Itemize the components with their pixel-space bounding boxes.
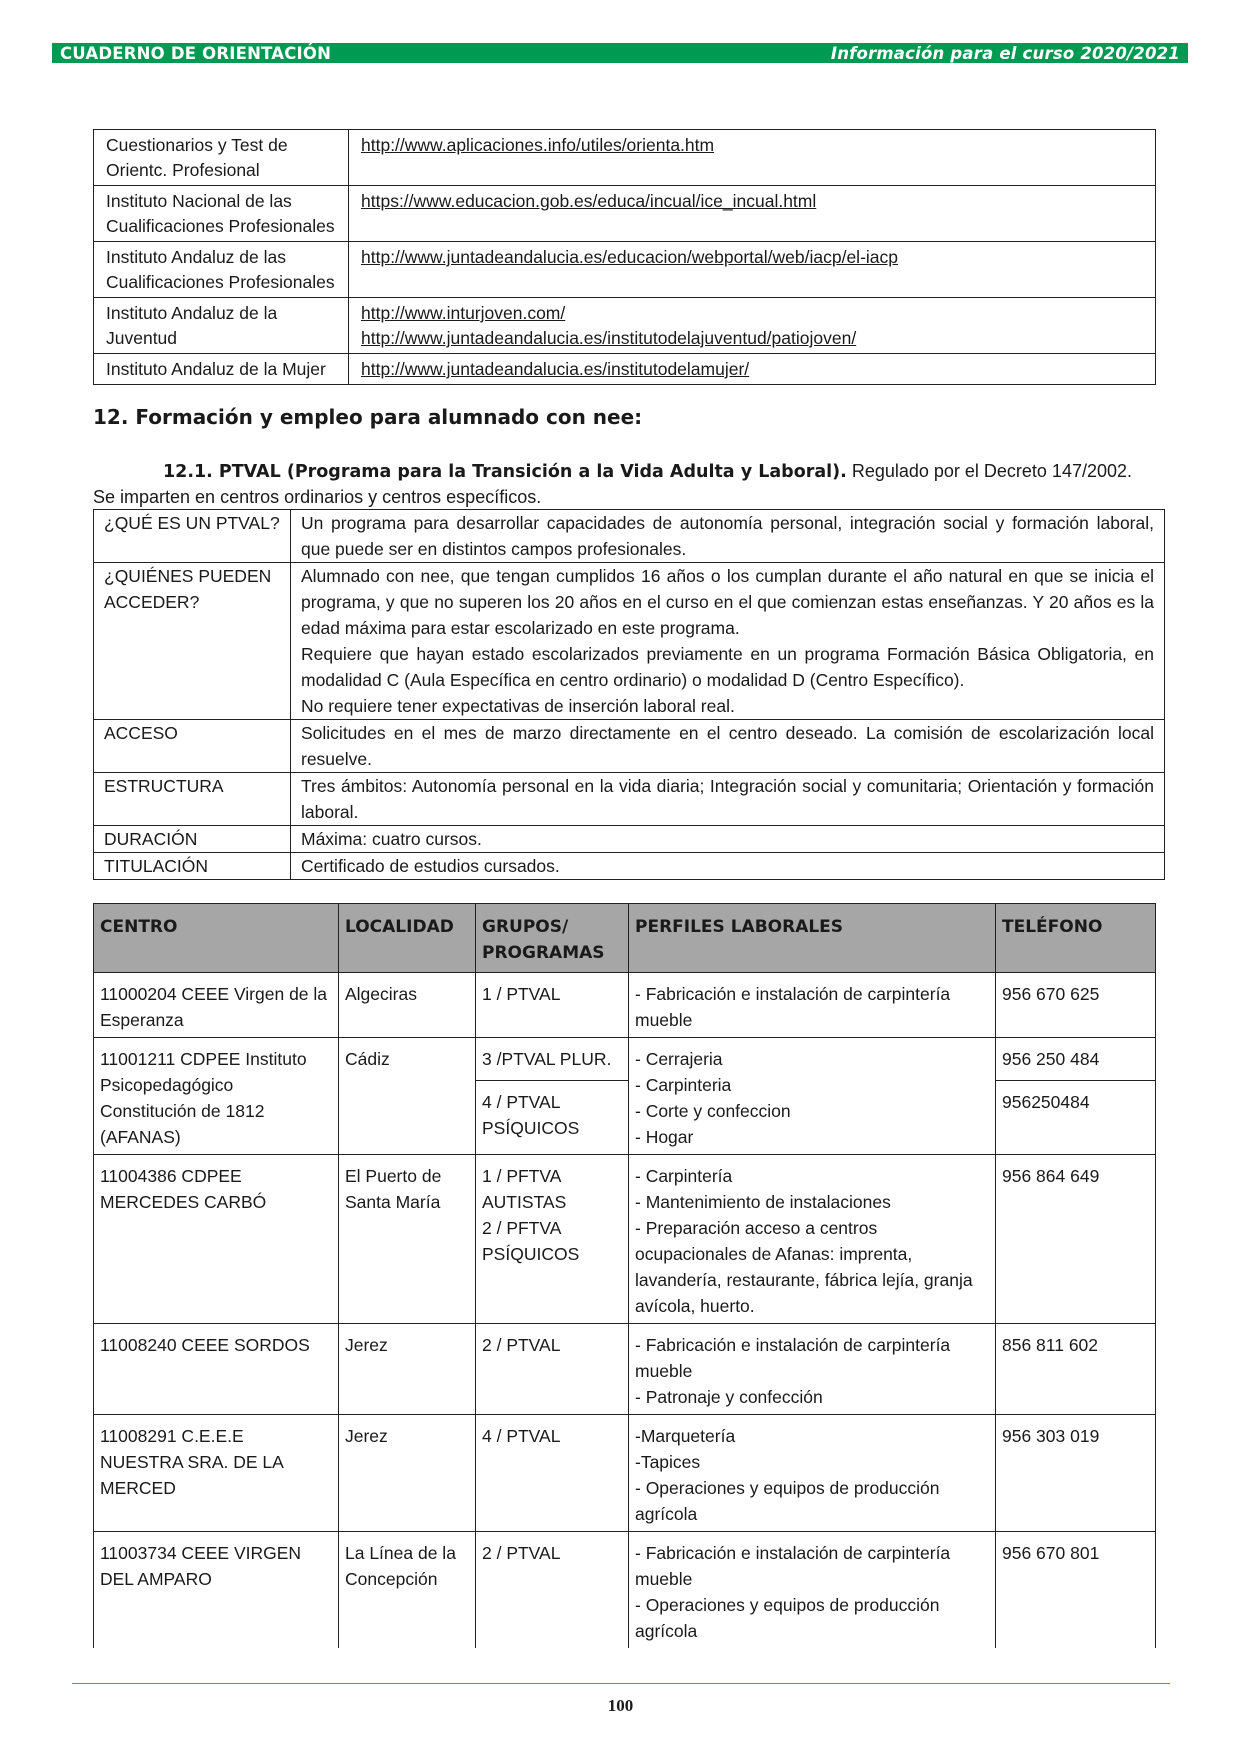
table-row — [94, 1532, 1156, 1649]
perfil-item: - Operaciones y equipos de producción agrícola — [635, 1478, 940, 1524]
table-row — [94, 973, 1156, 1038]
links-table — [93, 129, 1156, 385]
perfiles-cell — [629, 1155, 996, 1324]
ptval-text: Certificado de estudios cursados. — [291, 853, 1165, 880]
localidad-cell: Cádiz — [339, 1038, 476, 1155]
grupos-cell: 1 / PTVAL — [476, 973, 629, 1038]
link-url[interactable]: https://www.educacion.gob.es/educa/incual/ice_incual.html — [361, 191, 817, 211]
subsection-heading: 12.1. PTVAL (Programa para la Transición a la Vida Adulta y Laboral). — [163, 462, 847, 482]
link-url[interactable]: http://www.juntadeandalucia.es/institutodelajuventud/patiojoven/ — [361, 328, 857, 348]
document-title: CUADERNO DE ORIENTACIÓN — [60, 43, 332, 63]
perfiles-cell — [629, 1038, 996, 1155]
centro-cell: 11008240 CEEE SORDOS — [94, 1324, 339, 1415]
ptval-label: TITULACIÓN — [94, 853, 291, 880]
perfiles-cell — [629, 1532, 996, 1649]
telefono-cell: 956 670 801 — [996, 1532, 1156, 1649]
link-label: Instituto Andaluz de la Mujer — [94, 354, 349, 385]
perfil-item: - Mantenimiento de instalaciones — [635, 1192, 891, 1212]
telefono-cell: 956 864 649 — [996, 1155, 1156, 1324]
perfiles-cell — [629, 1324, 996, 1415]
perfiles-cell — [629, 1415, 996, 1532]
grupos-cell: 2 / PTVAL — [476, 1532, 629, 1649]
perfiles-cell — [629, 973, 996, 1038]
table-row — [94, 1038, 1156, 1081]
ptval-label: ACCESO — [94, 720, 291, 773]
centro-cell: 11008291 C.E.E.E NUESTRA SRA. DE LA MERCED — [94, 1415, 339, 1532]
telefono-cell: 956 250 484 — [996, 1038, 1156, 1081]
ptval-table — [93, 509, 1165, 880]
link-url[interactable]: http://www.inturjoven.com/ — [361, 303, 566, 323]
table-row — [94, 1415, 1156, 1532]
link-row — [94, 298, 1156, 354]
localidad-cell: La Línea de la Concepción — [339, 1532, 476, 1649]
perfil-item: -Tapices — [635, 1452, 701, 1472]
perfil-item: - Cerrajeria — [635, 1049, 723, 1069]
ptval-text: Máxima: cuatro cursos. — [291, 826, 1165, 853]
perfil-item: - Preparación acceso a centros ocupacionales de Afanas: imprenta, lavandería, restaurante, fábrica lejía, granja avícola, huerto. — [635, 1218, 973, 1316]
ptval-row — [94, 826, 1165, 853]
table-header-row — [94, 904, 1156, 973]
link-label: Instituto Andaluz de la Juventud — [94, 298, 349, 354]
centro-cell: 11001211 CDPEE Instituto Psicopedagógico Constitución de 1812 (AFANAS) — [94, 1038, 339, 1155]
ptval-row — [94, 510, 1165, 563]
grupos-cell: 2 / PTVAL — [476, 1324, 629, 1415]
page-number: 100 — [607, 1696, 634, 1715]
grupos-cell: 3 /PTVAL PLUR. — [476, 1038, 629, 1081]
perfil-item: - Corte y confeccion — [635, 1101, 791, 1121]
ptval-row — [94, 563, 1165, 720]
ptval-text: Requiere que hayan estado escolarizados previamente en un programa Formación Básica Obligatoria, en modalidad C (Aula Específica en centro ordinario) o modalidad D (Centro Específico). — [301, 644, 1154, 690]
ptval-text: Un programa para desarrollar capacidades de autonomía personal, integración social y formación laboral, que puede ser en distintos campos profesionales. — [291, 510, 1165, 563]
telefono-cell: 856 811 602 — [996, 1324, 1156, 1415]
perfil-item: -Marquetería — [635, 1426, 736, 1446]
grupos-cell: 4 / PTVAL PSÍQUICOS — [476, 1081, 629, 1155]
link-label: Cuestionarios y Test de Orientc. Profesional — [94, 130, 349, 186]
ptval-text: Alumnado con nee, que tengan cumplidos 16 años o los cumplan durante el año natural en que se inicia el programa, y que no superen los 20 años en el curso en el que comienzan estas enseñanzas. Y 20 años es la edad máxima para estar escolarizado en este programa. — [301, 566, 1154, 638]
ptval-label: ¿QUÉ ES UN PTVAL? — [94, 510, 291, 563]
perfil-item: - Patronaje y confección — [635, 1387, 823, 1407]
ptval-label: ESTRUCTURA — [94, 773, 291, 826]
course-info: Información para el curso 2020/2021 — [830, 43, 1180, 63]
link-row — [94, 354, 1156, 385]
link-label: Instituto Andaluz de las Cualificaciones Profesionales — [94, 242, 349, 298]
ptval-label: ¿QUIÉNES PUEDEN ACCEDER? — [94, 563, 291, 720]
ptval-row — [94, 720, 1165, 773]
perfil-item: - Hogar — [635, 1127, 694, 1147]
column-header: PERFILES LABORALES — [629, 904, 996, 973]
centers-table — [93, 903, 1156, 1648]
perfil-item: - Fabricación e instalación de carpintería mueble — [635, 984, 951, 1030]
link-row — [94, 242, 1156, 298]
header-bar — [52, 43, 1188, 63]
table-row — [94, 1324, 1156, 1415]
centro-cell: 11003734 CEEE VIRGEN DEL AMPARO — [94, 1532, 339, 1649]
ptval-text: No requiere tener expectativas de inserción laboral real. — [301, 696, 735, 716]
telefono-cell: 956 670 625 — [996, 973, 1156, 1038]
perfil-item: - Fabricación e instalación de carpintería mueble — [635, 1543, 951, 1589]
perfil-item: - Carpintería — [635, 1166, 733, 1186]
table-row — [94, 1155, 1156, 1324]
link-url[interactable]: http://www.juntadeandalucia.es/institutodelamujer/ — [361, 359, 750, 379]
ptval-row — [94, 853, 1165, 880]
ptval-text: Tres ámbitos: Autonomía personal en la vida diaria; Integración social y comunitaria; Orientación y formación laboral. — [291, 773, 1165, 826]
link-label: Instituto Nacional de las Cualificaciones Profesionales — [94, 186, 349, 242]
link-url[interactable]: http://www.juntadeandalucia.es/educacion/webportal/web/iacp/el-iacp — [361, 247, 898, 267]
centro-cell: 11000204 CEEE Virgen de la Esperanza — [94, 973, 339, 1038]
ptval-text: Solicitudes en el mes de marzo directamente en el centro deseado. La comisión de escolarización local resuelve. — [291, 720, 1165, 773]
ptval-label: DURACIÓN — [94, 826, 291, 853]
localidad-cell: Jerez — [339, 1415, 476, 1532]
subsection-text: Regulado por el Decreto 147/2002. Se imparten en centros ordinarios y centros específicos. — [93, 461, 1133, 507]
perfil-item: - Fabricación e instalación de carpintería mueble — [635, 1335, 951, 1381]
link-row — [94, 186, 1156, 242]
grupo-line: 2 / PFTVA PSÍQUICOS — [482, 1218, 580, 1264]
perfil-item: - Carpinteria — [635, 1075, 732, 1095]
localidad-cell: El Puerto de Santa María — [339, 1155, 476, 1324]
footer-divider — [72, 1683, 1170, 1684]
column-header: LOCALIDAD — [339, 904, 476, 973]
column-header: CENTRO — [94, 904, 339, 973]
centro-cell: 11004386 CDPEE MERCEDES CARBÓ — [94, 1155, 339, 1324]
column-header: GRUPOS/ PROGRAMAS — [476, 904, 629, 973]
link-row — [94, 130, 1156, 186]
grupos-cell — [476, 1155, 629, 1324]
localidad-cell: Jerez — [339, 1324, 476, 1415]
link-url[interactable]: http://www.aplicaciones.info/utiles/orienta.htm — [361, 135, 715, 155]
telefono-cell: 956 303 019 — [996, 1415, 1156, 1532]
subsection-intro — [93, 459, 1143, 510]
grupos-cell: 4 / PTVAL — [476, 1415, 629, 1532]
column-header: TELÉFONO — [996, 904, 1156, 973]
telefono-cell: 956250484 — [996, 1081, 1156, 1155]
localidad-cell: Algeciras — [339, 973, 476, 1038]
ptval-row — [94, 773, 1165, 826]
perfil-item: - Operaciones y equipos de producción agrícola — [635, 1595, 940, 1641]
section-title: 12. Formación y empleo para alumnado con nee: — [93, 405, 643, 429]
grupo-line: 1 / PFTVA AUTISTAS — [482, 1166, 567, 1212]
